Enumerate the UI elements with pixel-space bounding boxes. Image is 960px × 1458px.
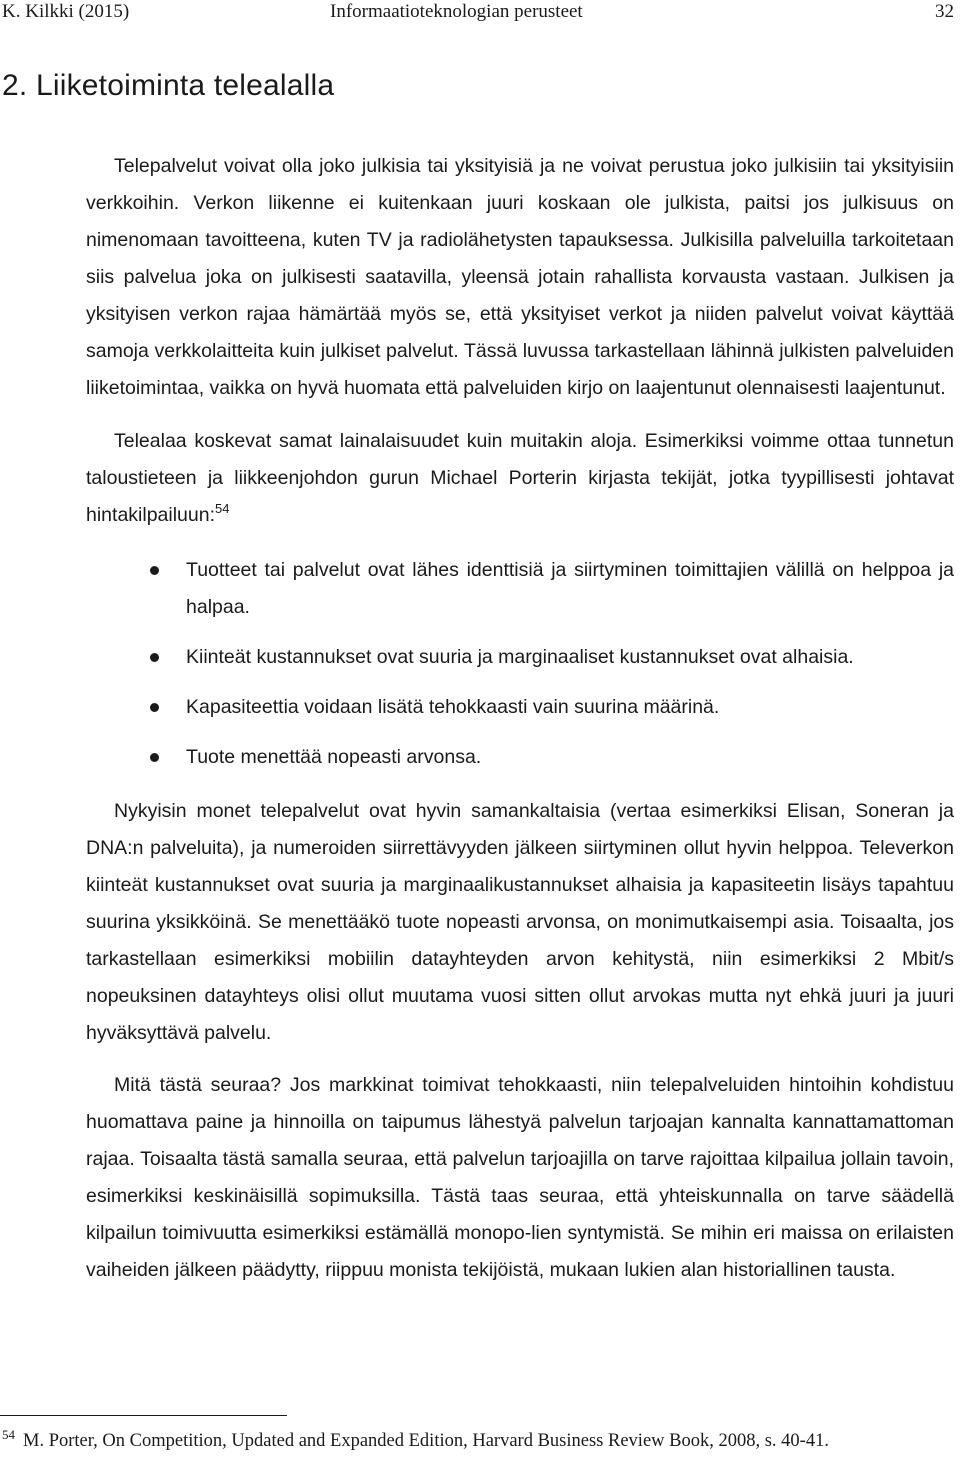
header-author: K. Kilkki (2015) <box>2 1 130 22</box>
running-header <box>2 0 954 26</box>
list-item <box>86 552 954 626</box>
chapter-title: 2. Liiketoiminta telealalla <box>2 69 335 102</box>
list-item-text: Tuote menettää nopeasti arvonsa. <box>186 746 482 768</box>
list-item-text: Kapasiteettia voidaan lisätä tehokkaasti vain suurina määrinä. <box>186 696 720 718</box>
paragraph-consequences: Mitä tästä seuraa? Jos markkinat toimivat tehokkaasti, niin telepalveluiden hintoihin kohdistuu huomattava paine ja hinnoilla on taipumus lähestyä palvelun tarjoajan kannalta kannattamattoman rajaa. Toisaalta tästä samalla seuraa, että palvelun tarjoajilla on tarve rajoittaa kilpailua jollain tavoin, esimerkiksi keskinäisillä sopimuksilla. Tästä taas seuraa, että yhteiskunnalla on tarve säädellä kilpailun toimivuutta esimerkiksi estämällä monopo-lien syntymistä. Se mihin eri maissa on erilaisten vaiheiden jälkeen päädytty, riippuu monista tekijöistä, mukaan lukien alan historiallinen tausta. <box>86 1074 954 1281</box>
paragraph-porter <box>86 423 954 534</box>
list-item <box>86 689 954 726</box>
list-item <box>86 639 954 676</box>
paragraph-current-services: Nykyisin monet telepalvelut ovat hyvin samankaltaisia (vertaa esimerkiksi Elisan, Soneran ja DNA:n palveluita), ja numeroiden siirrettävyyden jälkeen siirtyminen ollut hyvin helppoa. Televerkon kiinteät kustannukset ovat suuria ja marginaalikustannukset alhaisia ja kapasiteetin lisäys tapahtuu suurina yksikköinä. Se menettääkö tuote nopeasti arvonsa, on monimutkaisempi asia. Toisaalta, jos tarkastellaan esimerkiksi mobiilin datayhteyden arvon kehitystä, niin esimerkiksi 2 Mbit/s nopeuksinen datayhteys olisi ollut muutama vuosi sitten ollut arvokas mutta nyt ehkä juuri ja juuri hyväksyttävä palvelu. <box>86 800 954 1044</box>
header-course-title: Informaatioteknologian perusteet <box>330 1 583 22</box>
footnote-number: 54 <box>2 1427 15 1442</box>
footnote-divider <box>0 1415 287 1416</box>
bullet-icon <box>150 753 159 762</box>
footnote-text: M. Porter, On Competition, Updated and Expanded Edition, Harvard Business Review Book, 2008, s. 40-41. <box>23 1431 829 1451</box>
paragraph-intro: Telepalvelut voivat olla joko julkisia tai yksityisiä ja ne voivat perustua joko julkisiin tai yksityisiin verkkoihin. Verkon liikenne ei kuitenkaan juuri koskaan ole julkista, paitsi jos julkisuus on nimenomaan tavoitteena, kuten TV ja radiolähetysten tapauksessa. Julkisilla palveluilla tarkoitetaan siis palvelua joka on julkisesti saatavilla, yleensä jotain rahallista korvausta vastaan. Julkisen ja yksityisen verkon rajaa hämärtää myös se, että yksityiset verkot ja niiden palvelut voivat käyttää samoja verkkolaitteita kuin julkiset palvelut. Tässä luvussa tarkastellaan lähinnä julkisten palveluiden liiketoimintaa, vaikka on hyvä huomata että palveluiden kirjo on laajentunut olennaisesti laajentunut. <box>86 155 954 399</box>
header-page-number: 32 <box>935 1 954 22</box>
footnote-reference[interactable]: 54 <box>215 501 230 516</box>
bullet-icon <box>150 566 159 575</box>
bullet-icon <box>150 653 159 662</box>
body-text <box>86 148 954 1289</box>
price-competition-factors-list <box>86 552 954 776</box>
list-item-text: Kiinteät kustannukset ovat suuria ja marginaaliset kustannukset ovat alhaisia. <box>186 646 854 668</box>
list-item-text: Tuotteet tai palvelut ovat lähes identtisiä ja siirtyminen toimittajien välillä on helppoa ja halpaa. <box>186 559 954 618</box>
paragraph-porter-text: Telealaa koskevat samat lainalaisuudet kuin muitakin aloja. Esimerkiksi voimme ottaa tunnetun taloustieteen ja liikkeenjohdon gurun Michael Porterin kirjasta tekijät, jotka tyypillisesti johtavat hintakilpailuun: <box>86 430 954 526</box>
bullet-icon <box>150 703 159 712</box>
list-item <box>86 739 954 776</box>
footnote <box>2 1428 952 1454</box>
